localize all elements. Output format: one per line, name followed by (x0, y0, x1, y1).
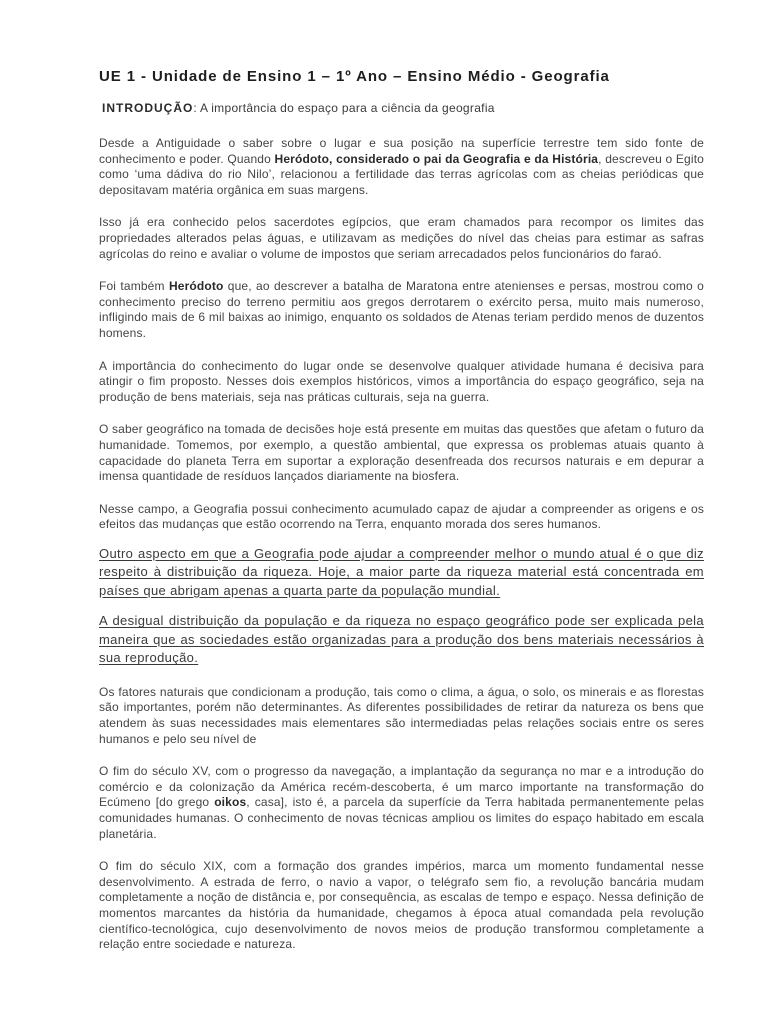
paragraph-sacerdotes: Isso já era conhecido pelos sacerdotes egípcios, que eram chamados para recompor os limites das propriedades alterados pelas águas, e utilizavam as medições do nível das cheias para estimar as safras agrícolas do reino e avaliar o volume de impostos que seriam arrecadados pelos funcionários do faraó. (99, 215, 704, 261)
introduction-separator: : (193, 101, 200, 115)
introduction-label: INTRODUÇÃO (102, 101, 194, 115)
paragraph-saber-geografico: O saber geográfico na tomada de decisões hoje está presente em muitas das questões que afetam o futuro da humanidade. Tomemos, por exemplo, a questão ambiental, que expressa os problemas atuais quanto à capacidade do planeta Terra em suportar a exploração desenfreada dos recursos naturais e em depurar a imensa quantidade de resíduos lançados diariamente na biosfera. (99, 422, 704, 484)
paragraph-antiguidade (99, 136, 704, 198)
paragraph-maratona (99, 279, 704, 341)
introduction-line (102, 100, 704, 116)
paragraph-text: que, ao descrever a batalha de Maratona entre atenienses e persas, mostrou como o conhecimento preciso do terreno permitiu aos gregos derrotarem o exército persa, muito mais numeroso, infligindo mais de 6 mil baixas ao inimigo, enquanto os soldados de Atenas teriam perdido menos de duzentos homens. (99, 279, 704, 340)
document-title: UE 1 - Unidade de Ensino 1 – 1º Ano – Ensino Médio - Geografia (99, 68, 610, 85)
paragraph-text: , casa], isto é, a parcela da superfície da Terra habitada permanentemente pelas comunidades humanas. O conhecimento de novas técnicas ampliou os limites do espaço habitado em escala planetária. (99, 795, 704, 841)
paragraph-seculo-xv (99, 764, 704, 842)
paragraph-text: O fim do século XV, com o progresso da navegação, a implantação da segurança no mar e a introdução do comércio e da colonização da América recém-descoberta, é um marco importante na transformação do Ecúmeno [do grego (99, 764, 704, 810)
paragraph-nesse-campo: Nesse campo, a Geografia possui conhecimento acumulado capaz de ajudar a compreender as origens e os efeitos das mudanças que estão ocorrendo na Terra, enquanto morada dos seres humanos. (99, 501, 704, 532)
paragraph-seculo-xix: O fim do século XIX, com a formação dos grandes impérios, marca um momento fundamental nesse desenvolvimento. A estrada de ferro, o navio a vapor, o telégrafo sem fio, a revolução bancária mudam completamente a noção de distância e, por consequência, as escalas de tempo e espaço. Nessa definição de momentos marcantes da história da humanidade, chegamos à época atual comandada pela revolução científico-tecnológica, cujo desenvolvimento de novos meios de produção transformou completamente a relação entre sociedade e natureza. (99, 859, 704, 952)
introduction-text: A importância do espaço para a ciência da geografia (199, 101, 495, 115)
paragraph-importancia: A importância do conhecimento do lugar onde se desenvolve qualquer atividade humana é decisiva para atingir o fim proposto. Nesses dois exemplos históricos, vimos a importância do espaço geográfico, seja na produção de bens materiais, seja nas práticas culturais, seja na guerra. (99, 358, 704, 404)
paragraph-text: Foi também (99, 279, 169, 294)
paragraph-bold: Heródoto, considerado o pai da Geografia e da História (274, 151, 599, 166)
paragraph-bold: oikos (214, 795, 247, 810)
paragraph-text: Desde a Antiguidade o saber sobre o lugar e sua posição na superfície terrestre tem sido fonte de conhecimento e poder. Quando (99, 136, 704, 166)
paragraph-text: , descreveu o Egito como ‘uma dádiva do rio Nilo’, relacionou a fertilidade das terras agrícolas com as cheias periódicas que depositavam matéria orgânica em suas margens. (99, 151, 705, 197)
paragraph-bold: Heródoto (168, 279, 224, 294)
underlined-paragraph-riqueza: Outro aspecto em que a Geografia pode ajudar a compreender melhor o mundo atual é o que diz respeito à distribuição da riqueza. Hoje, a maior parte da riqueza material está concentrada em países que abrigam apenas a quarta parte da população mundial. (99, 545, 704, 598)
underlined-paragraph-desigual: A desigual distribuição da população e da riqueza no espaço geográfico pode ser explicada pela maneira que as sociedades estão organizadas para a produção dos bens materiais necessários à sua reprodução. (99, 613, 704, 666)
paragraph-fatores-naturais: Os fatores naturais que condicionam a produção, tais como o clima, a água, o solo, os minerais e as florestas são importantes, porém não determinantes. As diferentes possibilidades de retirar da natureza os bens que atendem às suas necessidades mais elementares são intermediadas pelas relações sociais entre os seres humanos e pelo seu nível de (99, 684, 704, 746)
